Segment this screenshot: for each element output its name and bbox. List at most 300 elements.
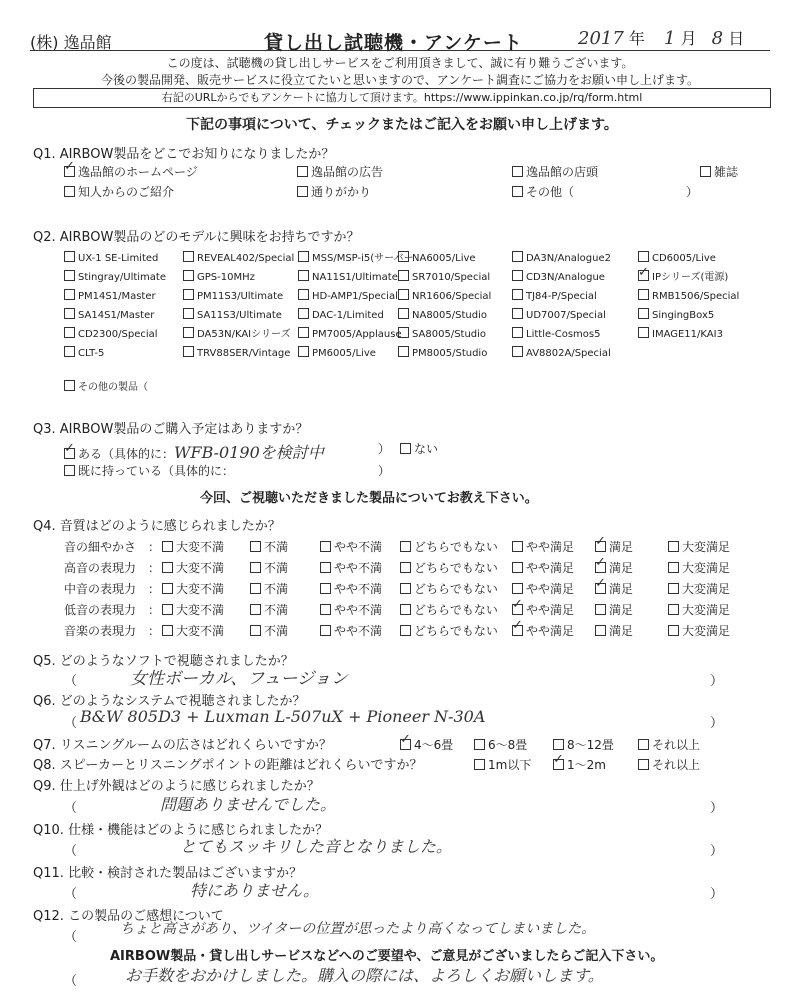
q4-rating-option[interactable] <box>400 622 498 639</box>
q4-row-colon: ： <box>148 603 161 617</box>
q2-question <box>33 226 360 245</box>
model-option[interactable] <box>64 306 166 325</box>
model-label: CD2300/Special <box>78 329 158 340</box>
model-option[interactable] <box>638 249 739 268</box>
q1-option-passing[interactable] <box>297 183 371 200</box>
rating-label: 大変満足 <box>682 561 731 575</box>
model-option[interactable] <box>512 325 611 344</box>
q4-rating-option[interactable] <box>162 580 224 597</box>
checkbox[interactable] <box>64 308 75 319</box>
checkbox[interactable] <box>297 166 308 177</box>
q4-rating-option[interactable] <box>400 580 498 597</box>
date <box>578 26 744 49</box>
model-label: Little-Cosmos5 <box>526 329 601 340</box>
checkbox[interactable] <box>400 604 411 615</box>
checkbox[interactable] <box>298 289 309 300</box>
q4-rating-option[interactable] <box>250 580 288 597</box>
checkbox[interactable] <box>512 597 523 615</box>
section2-heading: 今回、ご視聴いただきました製品についてお教え下さい。 <box>200 491 538 506</box>
option-label: ない <box>414 442 439 456</box>
model-label: HD-AMP1/Special <box>312 291 398 302</box>
q8-text: スピーカーとリスニングポイントの距離はどれくらいですか？ <box>59 758 423 773</box>
model-option[interactable] <box>512 306 611 325</box>
date-year[interactable]: 2017 <box>578 28 624 49</box>
q7-option-3[interactable] <box>553 736 614 753</box>
q10-open: （ <box>64 844 78 859</box>
checkbox[interactable] <box>474 739 485 750</box>
q4-rating-option[interactable] <box>400 601 498 618</box>
rating-label: 大変不満 <box>176 582 225 596</box>
checkbox[interactable] <box>298 308 309 319</box>
q8-question <box>33 754 422 773</box>
model-option[interactable] <box>183 249 294 268</box>
q11-open: （ <box>64 887 78 902</box>
q2-other[interactable] <box>64 378 148 393</box>
checkbox[interactable] <box>400 732 411 750</box>
option-label: 雑誌 <box>714 165 739 179</box>
check-mark-icon: ✓ <box>638 265 649 280</box>
q4-label: Q4. <box>33 519 56 534</box>
q4-rating-option[interactable] <box>595 601 633 618</box>
q10-label: Q10. <box>33 823 64 838</box>
checkbox[interactable] <box>320 625 331 636</box>
model-label: NA8005/Studio <box>412 310 487 321</box>
model-label: CD3N/Analogue <box>526 272 605 283</box>
model-option[interactable] <box>64 249 166 268</box>
checkbox[interactable] <box>320 541 331 552</box>
checkbox[interactable] <box>668 562 679 573</box>
q4-rating-option[interactable] <box>512 559 574 576</box>
checkbox[interactable] <box>668 583 679 594</box>
rating-label: 不満 <box>264 624 289 638</box>
q8-label: Q8. <box>33 758 56 773</box>
model-label: DAC-1/Limited <box>312 310 384 321</box>
q7-option-4[interactable] <box>638 736 700 753</box>
q3-yes-close: ） <box>378 442 391 456</box>
checkbox[interactable] <box>250 604 261 615</box>
checkbox[interactable] <box>250 625 261 636</box>
checkbox[interactable] <box>595 576 606 594</box>
checkbox[interactable] <box>512 346 523 357</box>
rating-label: 不満 <box>264 582 289 596</box>
model-option[interactable] <box>64 325 166 344</box>
checkbox[interactable] <box>297 186 308 197</box>
checkbox[interactable] <box>398 289 409 300</box>
day-label: 日 <box>728 29 745 48</box>
model-option[interactable] <box>512 249 611 268</box>
model-label: SA8005/Studio <box>412 329 487 340</box>
rating-label: やや不満 <box>334 540 383 554</box>
q3-option-no[interactable] <box>400 440 438 457</box>
model-label: SA14S1/Master <box>78 310 155 321</box>
q2-col5 <box>512 249 611 363</box>
checkbox[interactable] <box>512 541 523 552</box>
q4-rating-option[interactable] <box>250 559 288 576</box>
model-option[interactable] <box>64 344 166 363</box>
model-option[interactable] <box>638 306 739 325</box>
checkbox[interactable] <box>512 562 523 573</box>
model-option[interactable] <box>398 344 491 363</box>
checkbox[interactable] <box>64 289 75 300</box>
q4-rating-option[interactable] <box>162 601 224 618</box>
model-option[interactable] <box>298 268 414 287</box>
model-option[interactable] <box>398 268 491 287</box>
q4-rating-option[interactable] <box>512 618 575 639</box>
q8-option-2[interactable] <box>553 752 606 773</box>
q8-option-1[interactable] <box>474 756 531 773</box>
checkbox[interactable] <box>595 534 606 552</box>
q2-label: Q2. <box>33 230 56 245</box>
q4-rating-option[interactable] <box>512 597 575 618</box>
q3-option-have[interactable] <box>64 462 234 479</box>
checkbox[interactable] <box>400 625 411 636</box>
q7-option-1[interactable] <box>400 732 454 753</box>
q1-option-referral[interactable] <box>64 183 174 200</box>
checkbox[interactable] <box>512 186 523 197</box>
model-label: DA53N/KAIシリーズ <box>197 329 291 340</box>
model-label: SA11S3/Ultimate <box>197 310 282 321</box>
rating-label: 不満 <box>264 540 289 554</box>
checkbox[interactable] <box>298 251 309 262</box>
q4-row-colon: ： <box>148 540 161 554</box>
checkbox[interactable] <box>638 265 649 281</box>
checkbox[interactable] <box>64 465 75 476</box>
footer-answer[interactable]: お手数をおかけしました。購入の際には、よろしくお願いします。 <box>125 966 604 985</box>
q9-close: ） <box>710 801 724 816</box>
q5-close: ） <box>710 674 724 689</box>
q2-text: AIRBOW製品のどのモデルに興味をお持ちですか？ <box>59 230 360 245</box>
q1-option-homepage[interactable] <box>64 159 198 180</box>
q12-answer[interactable]: ちょと高さがあり、ツイターの位置が思ったより高くなってしまいました。 <box>120 921 596 937</box>
form-title: 貸し出し試聴機・アンケート <box>264 32 523 54</box>
q4-rating-option[interactable] <box>250 622 288 639</box>
q11-answer[interactable]: 特にありません。 <box>190 881 319 900</box>
checkbox[interactable] <box>474 759 485 770</box>
model-label: IPシリーズ(電源) <box>652 272 729 283</box>
q4-rating-option[interactable] <box>320 538 382 555</box>
model-option[interactable] <box>298 325 414 344</box>
checkbox[interactable] <box>183 289 194 300</box>
checkbox[interactable] <box>512 618 523 636</box>
rating-label: 大変満足 <box>682 624 731 638</box>
rating-label: やや不満 <box>334 624 383 638</box>
q4-rating-option[interactable] <box>512 580 574 597</box>
q10-text: 仕様・機能はどのように感じられましたか？ <box>68 823 329 838</box>
q4-question <box>33 515 281 534</box>
model-option[interactable] <box>638 287 739 306</box>
checkbox[interactable] <box>64 327 75 338</box>
check-mark-icon: ✓ <box>64 159 75 174</box>
checkbox[interactable] <box>398 270 409 281</box>
header-rule <box>30 50 770 51</box>
option-label: それ以上 <box>652 758 701 772</box>
q2-col2 <box>183 249 294 363</box>
checkbox[interactable] <box>700 166 711 177</box>
checkbox[interactable] <box>595 555 606 573</box>
check-mark-icon: ✓ <box>595 576 606 591</box>
model-label: UX-1 SE-Limited <box>78 253 159 264</box>
q4-rating-option[interactable] <box>320 601 382 618</box>
checkbox[interactable] <box>398 327 409 338</box>
model-option[interactable] <box>298 306 414 325</box>
checkbox[interactable] <box>553 739 564 750</box>
q4-row-colon: ： <box>148 624 161 638</box>
checkbox[interactable] <box>512 289 523 300</box>
q10-answer[interactable]: とてもスッキリした音となりました。 <box>180 837 452 856</box>
q4-row-colon: ： <box>148 561 161 575</box>
q12-label: Q12. <box>33 909 64 924</box>
q8-option-3[interactable] <box>638 756 700 773</box>
checkbox[interactable] <box>64 251 75 262</box>
model-label: NR1606/Special <box>412 291 492 302</box>
q3-question <box>33 418 308 437</box>
model-option[interactable] <box>512 268 611 287</box>
model-label: RMB1506/Special <box>652 291 740 302</box>
checkbox[interactable] <box>64 270 75 281</box>
option-label: ある（具体的に： <box>78 447 175 461</box>
rating-label: 不満 <box>264 561 289 575</box>
q7-option-2[interactable] <box>474 736 527 753</box>
model-option[interactable] <box>298 287 414 306</box>
q4-rating-option[interactable] <box>595 555 634 576</box>
option-label: 1m以下 <box>488 758 532 772</box>
q12-text: この製品のご感想について <box>68 909 224 924</box>
checkbox[interactable] <box>638 739 649 750</box>
rating-label: 大変満足 <box>682 540 731 554</box>
q1-text: AIRBOW製品をどこでお知りになりましたか？ <box>59 147 335 162</box>
q4-rating-option[interactable] <box>250 601 288 618</box>
option-label: 知人からのご紹介 <box>78 185 175 199</box>
checkbox[interactable] <box>512 166 523 177</box>
rating-label: 満足 <box>609 582 634 596</box>
checkbox[interactable] <box>320 604 331 615</box>
option-label: 6～8畳 <box>488 738 528 752</box>
model-label: DA3N/Analogue2 <box>526 253 611 264</box>
rating-label: やや満足 <box>526 561 575 575</box>
q7-text: リスニングルームの広さはどれくらいですか？ <box>59 738 332 753</box>
checkbox[interactable] <box>183 308 194 319</box>
q1-label: Q1. <box>33 147 56 162</box>
model-option[interactable] <box>512 287 611 306</box>
rating-label: 大変不満 <box>176 603 225 617</box>
q4-rating-option[interactable] <box>512 538 574 555</box>
checkbox[interactable] <box>64 159 75 177</box>
checkbox[interactable] <box>250 541 261 552</box>
checkbox[interactable] <box>595 604 606 615</box>
option-label: 4～6畳 <box>414 738 454 752</box>
q1-option-magazine[interactable] <box>700 163 738 180</box>
model-option[interactable] <box>298 344 414 363</box>
option-label: 既に持っている（具体的に： <box>78 464 235 478</box>
q1-option-store[interactable] <box>512 163 598 180</box>
q2-col1 <box>64 249 166 363</box>
checkbox[interactable] <box>512 327 523 338</box>
checkbox[interactable] <box>668 541 679 552</box>
model-option[interactable] <box>398 325 491 344</box>
q1-option-ad[interactable] <box>297 163 383 180</box>
q4-rating-option[interactable] <box>668 622 730 639</box>
model-label: SingingBox5 <box>652 310 715 321</box>
q4-rating-option[interactable] <box>320 559 382 576</box>
model-option[interactable] <box>183 268 294 287</box>
checkbox[interactable] <box>183 251 194 262</box>
model-label: IMAGE11/KAI3 <box>652 329 723 340</box>
q4-rating-option[interactable] <box>595 576 634 597</box>
model-option[interactable] <box>183 287 294 306</box>
checkbox[interactable] <box>64 441 75 459</box>
checkbox[interactable] <box>638 759 649 770</box>
model-option[interactable] <box>183 344 294 363</box>
q4-rating-option[interactable] <box>320 622 382 639</box>
checkbox[interactable] <box>320 583 331 594</box>
rating-label: やや不満 <box>334 582 383 596</box>
checkbox[interactable] <box>162 562 173 573</box>
rating-label: 不満 <box>264 603 289 617</box>
checkbox[interactable] <box>668 625 679 636</box>
checkbox[interactable] <box>638 289 649 300</box>
checkbox[interactable] <box>398 308 409 319</box>
rating-label: 満足 <box>609 540 634 554</box>
model-option[interactable] <box>398 249 491 268</box>
q5-text: どのようなソフトで視聴されましたか？ <box>59 654 294 669</box>
checkbox[interactable] <box>512 308 523 319</box>
q1-other-close: ） <box>686 185 699 199</box>
model-label: UD7007/Special <box>526 310 606 321</box>
checkbox[interactable] <box>298 327 309 338</box>
checkbox[interactable] <box>400 583 411 594</box>
checkbox[interactable] <box>64 186 75 197</box>
model-option[interactable] <box>638 265 739 287</box>
checkbox[interactable] <box>64 346 75 357</box>
checkbox[interactable] <box>398 346 409 357</box>
check-mark-icon: ✓ <box>400 732 411 747</box>
model-label: PM8005/Studio <box>412 348 488 359</box>
q4-row-colon: ： <box>148 582 161 596</box>
model-option[interactable] <box>512 344 611 363</box>
checkbox[interactable] <box>320 562 331 573</box>
q1-option-other[interactable] <box>512 183 574 200</box>
check-mark-icon: ✓ <box>64 441 75 456</box>
rating-label: やや不満 <box>334 561 383 575</box>
model-option[interactable] <box>398 306 491 325</box>
model-option[interactable] <box>64 268 166 287</box>
month-label: 月 <box>680 29 697 48</box>
checkbox[interactable] <box>183 327 194 338</box>
checkbox[interactable] <box>512 583 523 594</box>
rating-label: 大変満足 <box>682 603 731 617</box>
checkbox[interactable] <box>553 752 564 770</box>
checkbox[interactable] <box>298 270 309 281</box>
model-label: NA6005/Live <box>412 253 476 264</box>
option-label: 8～12畳 <box>567 738 614 752</box>
model-label: TRV88SER/Vintage <box>197 348 291 359</box>
year-label: 年 <box>628 29 645 48</box>
checkbox[interactable] <box>162 604 173 615</box>
model-option[interactable] <box>398 287 491 306</box>
checkbox[interactable] <box>398 251 409 262</box>
checkbox[interactable] <box>250 562 261 573</box>
checkbox[interactable] <box>64 380 75 391</box>
model-option[interactable] <box>638 325 739 344</box>
q9-open: （ <box>64 801 78 816</box>
checkbox[interactable] <box>183 346 194 357</box>
rating-label: 満足 <box>609 561 634 575</box>
q4-rating-option[interactable] <box>162 559 224 576</box>
q3-option-yes[interactable] <box>64 440 324 463</box>
model-option[interactable] <box>64 287 166 306</box>
checkbox[interactable] <box>512 270 523 281</box>
checkbox[interactable] <box>162 541 173 552</box>
model-label: PM7005/Applause <box>312 329 402 340</box>
q4-rating-option[interactable] <box>162 538 224 555</box>
q4-rating-option[interactable] <box>595 622 633 639</box>
model-option[interactable] <box>183 325 294 344</box>
q4-rating-option[interactable] <box>400 538 498 555</box>
checkbox[interactable] <box>298 346 309 357</box>
checkbox[interactable] <box>668 604 679 615</box>
q4-rating-option[interactable] <box>668 559 730 576</box>
q4-row-label: 中音の表現力 <box>64 582 137 596</box>
option-label: それ以上 <box>652 738 701 752</box>
company-name: (株) 逸品館 <box>30 33 112 52</box>
checkbox[interactable] <box>400 443 411 454</box>
rating-label: どちらでもない <box>414 603 498 617</box>
rating-label: やや満足 <box>526 582 575 596</box>
handwritten-answer[interactable]: WFB-0190を検討中 <box>174 443 324 462</box>
q6-answer[interactable]: B&W 805D3 + Luxman L-507uX + Pioneer N-30A <box>80 707 486 726</box>
date-day[interactable]: 8 <box>711 28 724 49</box>
model-label: CLT-5 <box>78 348 105 359</box>
checkbox[interactable] <box>595 625 606 636</box>
checkbox[interactable] <box>162 583 173 594</box>
model-label: PM11S3/Ultimate <box>197 291 284 302</box>
model-option[interactable] <box>183 306 294 325</box>
checkbox[interactable] <box>400 541 411 552</box>
checkbox[interactable] <box>638 327 649 338</box>
checkbox[interactable] <box>400 562 411 573</box>
checkbox[interactable] <box>512 251 523 262</box>
date-month[interactable]: 1 <box>664 28 676 49</box>
option-label: 通りがかり <box>311 185 372 199</box>
check-mark-icon: ✓ <box>553 752 564 767</box>
checkbox[interactable] <box>183 270 194 281</box>
q4-rating-option[interactable] <box>320 580 382 597</box>
check-mark-icon: ✓ <box>512 597 523 612</box>
rating-label: どちらでもない <box>414 561 498 575</box>
q6-label: Q6. <box>33 694 56 709</box>
q4-rating-option[interactable] <box>250 538 288 555</box>
q4-rating-option[interactable] <box>668 580 730 597</box>
q4-rating-option[interactable] <box>400 559 498 576</box>
model-option[interactable] <box>298 249 414 268</box>
checkbox[interactable] <box>638 308 649 319</box>
q9-answer[interactable]: 問題ありませんでした。 <box>160 795 337 814</box>
checkbox[interactable] <box>250 583 261 594</box>
q4-rating-option[interactable] <box>668 538 730 555</box>
check-mark-icon: ✓ <box>595 534 606 549</box>
q4-rating-option[interactable] <box>595 534 634 555</box>
q4-row-label: 音楽の表現力 <box>64 624 137 638</box>
q4-rating-option[interactable] <box>668 601 730 618</box>
checkbox[interactable] <box>638 251 649 262</box>
checkbox[interactable] <box>162 625 173 636</box>
model-label: AV8802A/Special <box>526 348 611 359</box>
q5-answer[interactable]: 女性ボーカル、フュージョン <box>130 669 348 689</box>
q4-rating-option[interactable] <box>162 622 224 639</box>
rating-label: 大変不満 <box>176 540 225 554</box>
q4-text: 音質はどのように感じられましたか？ <box>59 519 281 534</box>
model-label: CD6005/Live <box>652 253 716 264</box>
